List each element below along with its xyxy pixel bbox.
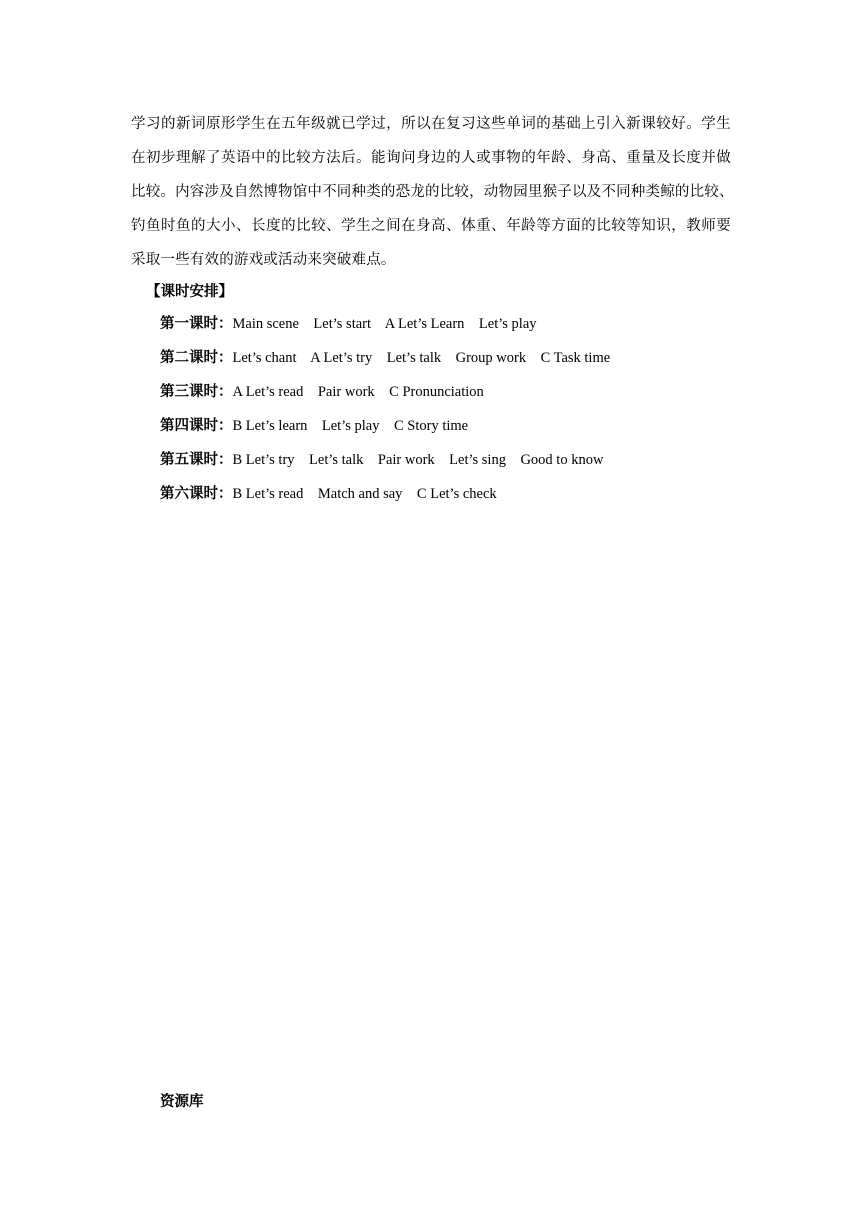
schedule-item xyxy=(160,378,610,412)
intro-paragraph xyxy=(131,107,734,277)
schedule-item-label: 第五课时： xyxy=(160,452,233,468)
schedule-item-label: 第二课时： xyxy=(160,350,233,366)
schedule-item-label: 第六课时： xyxy=(160,486,233,502)
schedule-item xyxy=(160,446,610,480)
schedule-item-content: B Let’s try Let’s talk Pair work Let’s sing Good to know xyxy=(232,452,604,468)
schedule-item-content: Let’s chant A Let’s try Let’s talk Group work C Task time xyxy=(232,350,611,366)
intro-line: 比较。内容涉及自然博物馆中不同种类的恐龙的比较，动物园里猴子以及不同种类鲸的比较、 xyxy=(131,184,734,200)
schedule-item-content: A Let’s read Pair work C Pronunciation xyxy=(232,384,484,400)
intro-line: 学习的新词原形学生在五年级就已学过，所以在复习这些单词的基础上引入新课较好。学生 xyxy=(131,116,731,132)
resource-library-heading: 资源库 xyxy=(160,1094,204,1110)
intro-line: 采取一些有效的游戏或活动来突破难点。 xyxy=(131,252,396,268)
schedule-item xyxy=(160,344,610,378)
intro-line: 钓鱼时鱼的大小、长度的比较、学生之间在身高、体重、年龄等方面的比较等知识，教师要 xyxy=(131,218,731,234)
schedule-item-label: 第四课时： xyxy=(160,418,233,434)
schedule-item-content: Main scene Let’s start A Let’s Learn Let’s play xyxy=(232,316,537,332)
schedule-item xyxy=(160,412,610,446)
schedule-item-content: B Let’s learn Let’s play C Story time xyxy=(232,418,469,434)
schedule-item-content: B Let’s read Match and say C Let’s check xyxy=(232,486,497,502)
schedule-item xyxy=(160,310,610,344)
schedule-item-label: 第三课时： xyxy=(160,384,233,400)
schedule-item-label: 第一课时： xyxy=(160,316,233,332)
intro-line: 在初步理解了英语中的比较方法后。能询问身边的人或事物的年龄、身高、重量及长度并做 xyxy=(131,150,731,166)
schedule-item xyxy=(160,480,610,514)
section-title-schedule: 【课时安排】 xyxy=(146,284,233,300)
lesson-schedule-list xyxy=(160,310,610,514)
